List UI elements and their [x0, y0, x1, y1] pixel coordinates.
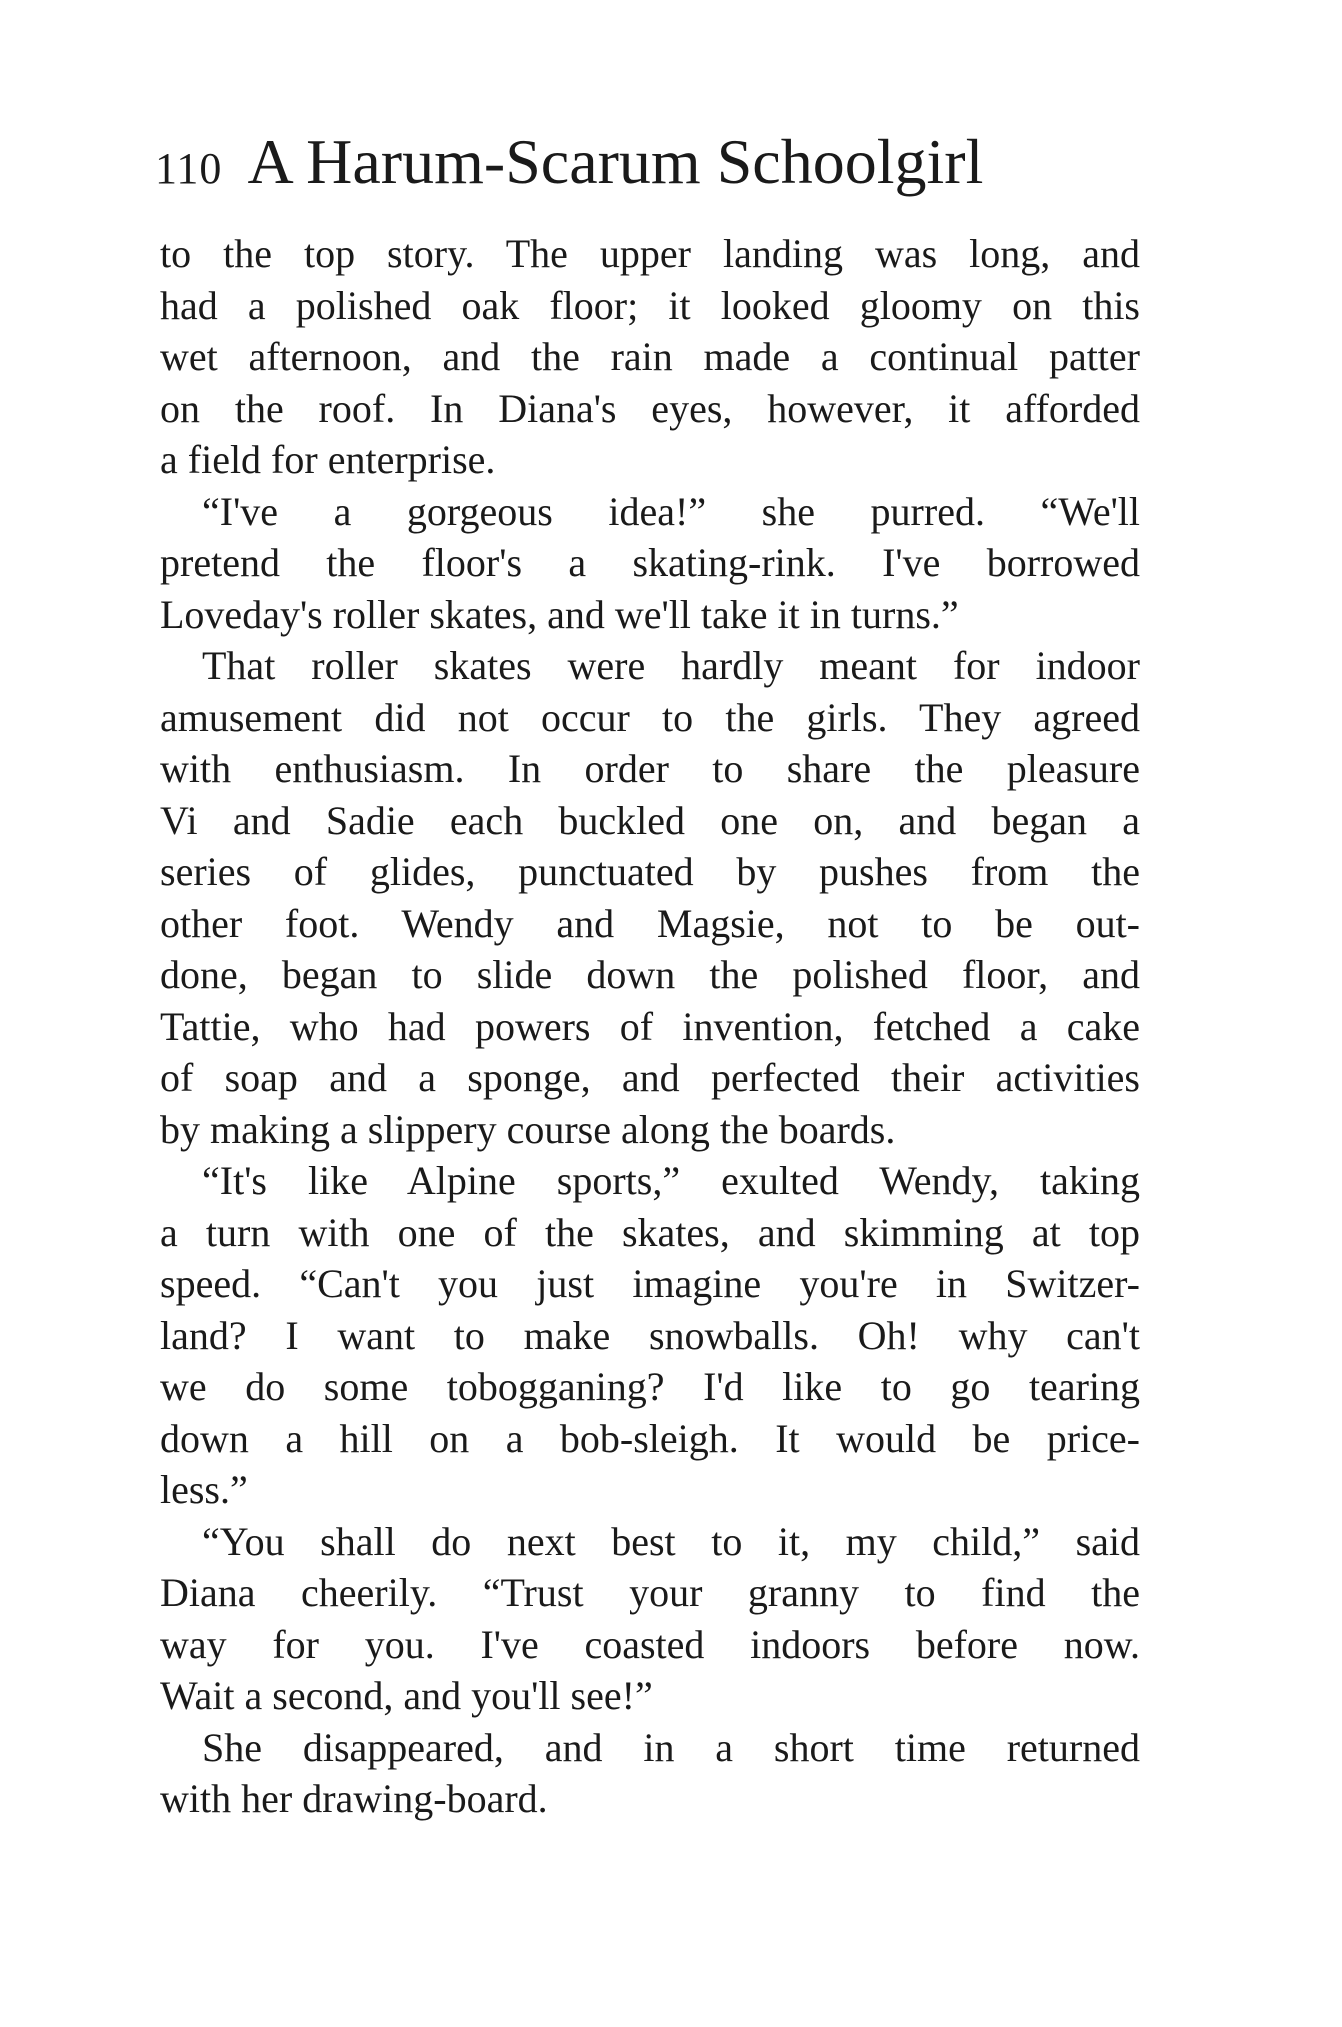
text-line: of soap and a sponge, and perfected their activities: [160, 1055, 1140, 1100]
text-line: series of glides, punctuated by pushes from the: [160, 849, 1140, 894]
body-text: [160, 228, 1140, 1825]
text-line: Diana cheerily. “Trust your granny to find the: [160, 1570, 1140, 1615]
text-line: on the roof. In Diana's eyes, however, it afforded: [160, 385, 1140, 431]
text-line: with enthusiasm. In order to share the pleasure: [160, 746, 1140, 791]
text-line: pretend the floor's a skating-rink. I've borrowed: [160, 540, 1140, 585]
running-title: A Harum-Scarum Schoolgirl: [247, 126, 984, 197]
text-line: “I've a gorgeous idea!” she purred. “We'll: [202, 488, 1140, 534]
text-line: “It's like Alpine sports,” exulted Wendy, taking: [202, 1158, 1140, 1203]
text-line: down a hill on a bob-sleigh. It would be price-: [160, 1415, 1140, 1461]
text-line: done, began to slide down the polished floor, and: [160, 952, 1140, 997]
text-line: “You shall do next best to it, my child,” said: [202, 1518, 1140, 1564]
text-line: had a polished oak floor; it looked gloomy on this: [160, 282, 1140, 328]
text-line: less.”: [160, 1467, 248, 1512]
text-line: Wait a second, and you'll see!”: [160, 1673, 653, 1718]
text-line: other foot. Wendy and Magsie, not to be out-: [160, 900, 1140, 946]
text-line: She disappeared, and in a short time returned: [202, 1724, 1140, 1770]
text-line: speed. “Can't you just imagine you're in Switzer-: [160, 1261, 1140, 1306]
page-header: [155, 125, 1155, 205]
text-line: with her drawing-board.: [160, 1776, 548, 1821]
text-line: by making a slippery course along the boards.: [160, 1106, 896, 1152]
text-line: amusement did not occur to the girls. They agreed: [160, 694, 1140, 740]
text-line: we do some tobogganing? I'd like to go tearing: [160, 1364, 1140, 1409]
text-line: That roller skates were hardly meant for indoor: [202, 643, 1140, 688]
text-line: Vi and Sadie each buckled one on, and began a: [160, 797, 1140, 843]
text-line: way for you. I've coasted indoors before now.: [160, 1621, 1140, 1667]
text-line: Tattie, who had powers of invention, fetched a cake: [160, 1003, 1140, 1049]
page-number: 110: [155, 144, 223, 193]
text-line: Loveday's roller skates, and we'll take it in turns.”: [160, 591, 959, 637]
text-line: land? I want to make snowballs. Oh! why can't: [160, 1312, 1140, 1358]
text-line: wet afternoon, and the rain made a continual patter: [160, 334, 1140, 379]
text-line: to the top story. The upper landing was long, and: [160, 231, 1140, 276]
text-line: a field for enterprise.: [160, 437, 496, 482]
text-line: a turn with one of the skates, and skimming at top: [160, 1209, 1140, 1255]
